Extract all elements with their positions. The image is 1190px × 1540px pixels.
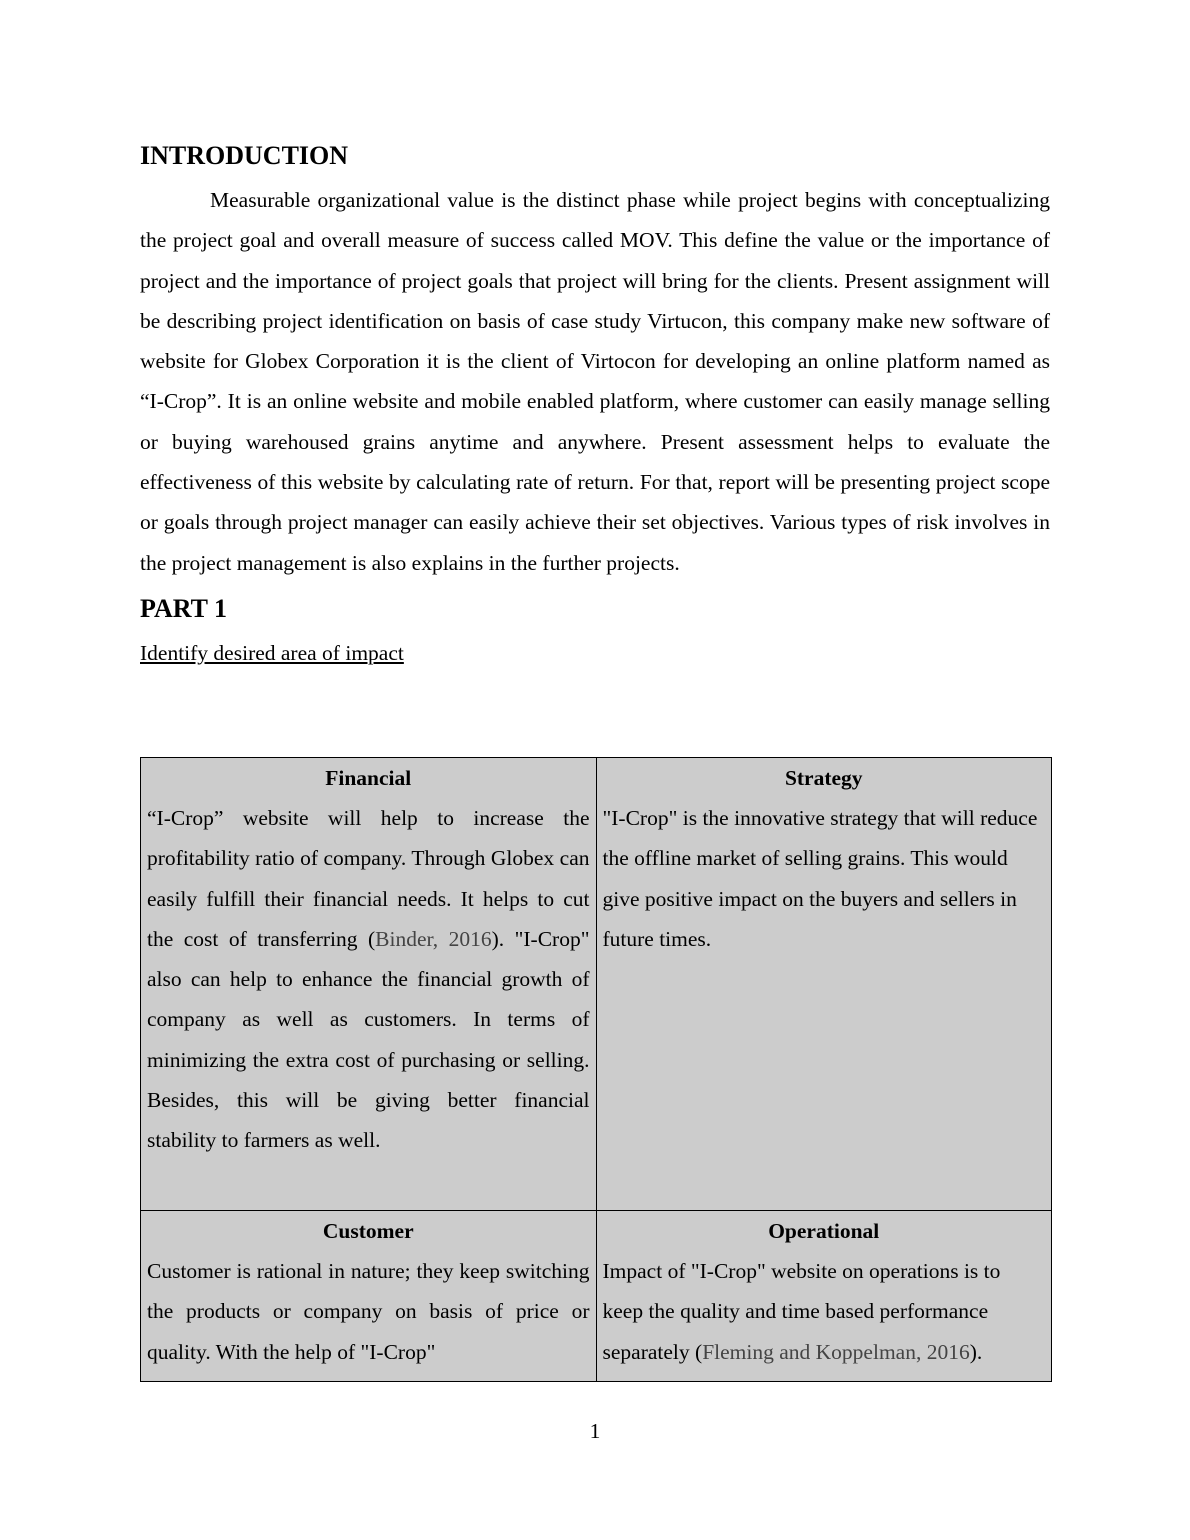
financial-citation: Binder, 2016 [375,926,492,951]
customer-cell [141,1211,597,1382]
introduction-heading: INTRODUCTION [140,141,349,170]
financial-text-after: ). "I-Crop" also can help to enhance the financial growth of company as well as customers. In terms of minimizing the extra cost of purchasing or selling. Besides, this will be giving better financial stability to farmers as well. [147,926,590,1153]
financial-text-before: “I-Crop” website will help to increase the profitability ratio of company. Through Globex can easily fulfill their financial needs. It helps to cut the cost of transferring ( [147,806,590,951]
page-number: 1 [589,1419,601,1443]
operational-cell [596,1211,1052,1382]
operational-citation: Fleming and Koppelman, 2016 [702,1339,970,1364]
table-row [141,758,1052,1211]
customer-title: Customer [322,1219,414,1243]
page-content [140,136,1050,673]
operational-text-after: ). [969,1339,983,1364]
part1-subheading: Identify desired area of impact [140,640,404,665]
financial-title: Financial [325,766,412,790]
introduction-paragraph: Measurable organizational value is the distinct phase while project begins with conceptualizing the project goal and overall measure of success called MOV. This define the value or the importance of project and the importance of project goals that project will bring for the clients. Present assignment will be describing project identification on basis of case study Virtucon, this company make new software of website for Globex Corporation it is the client of Virtocon for developing an online platform named as “I-Crop”. It is an online website and mobile enabled platform, where customer can easily manage selling or buying warehoused grains anytime and anywhere. Present assessment helps to evaluate the effectiveness of this website by calculating rate of return. For that, report will be presenting project scope or goals through project manager can easily achieve their set objectives. Various types of risk involves in the project management is also explains in the further projects. [140,188,1050,575]
financial-text [147,798,590,1161]
financial-cell [141,758,597,1211]
strategy-cell [596,758,1052,1211]
impact-table [140,757,1052,1382]
strategy-text: "I-Crop" is the innovative strategy that will reduce the offline market of selling grains. This would give positive impact on the buyers and sellers in future times. [602,806,1038,951]
operational-title: Operational [768,1219,880,1243]
customer-text: Customer is rational in nature; they keep switching the products or company on basis of price or quality. With the help of "I-Crop" [147,1259,590,1364]
table-row [141,1211,1052,1382]
strategy-title: Strategy [784,766,863,790]
part1-heading: PART 1 [140,593,227,623]
operational-text [603,1251,1046,1372]
operational-text-before: Impact of "I-Crop" website on operations is to keep the quality and time based performance separately ( [602,1259,1001,1364]
